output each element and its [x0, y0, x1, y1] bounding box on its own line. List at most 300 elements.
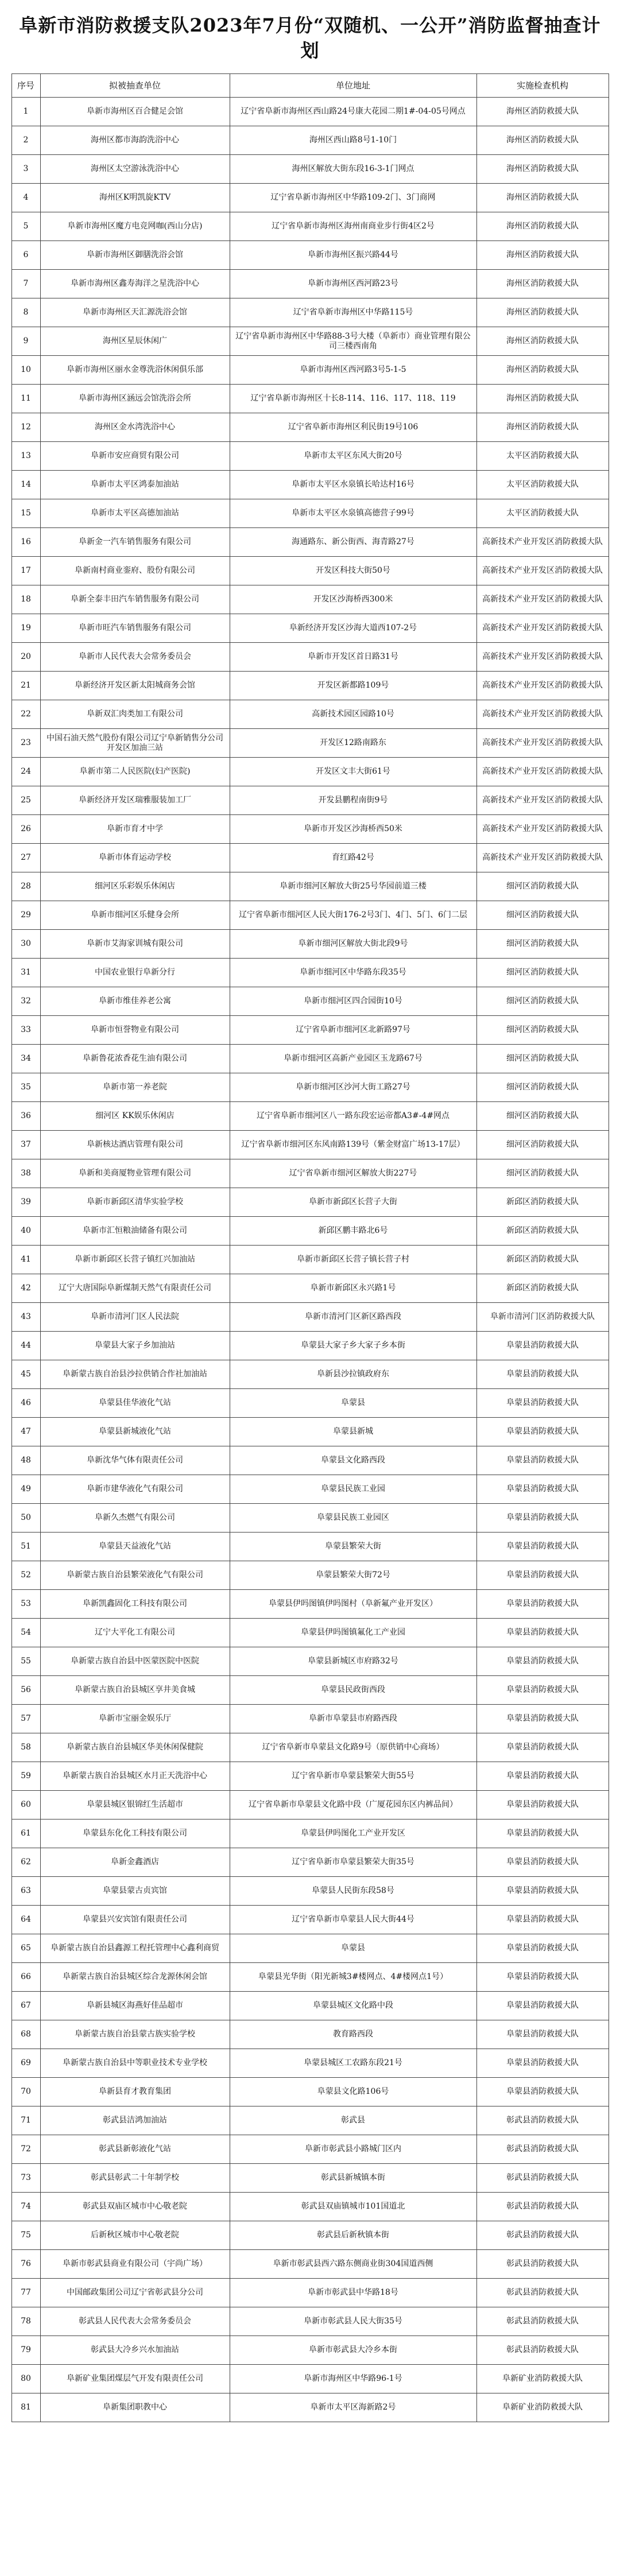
table-row — [11, 1906, 609, 1934]
table-row — [11, 1102, 609, 1131]
cell-unit-name: 阜新凯鑫固化工科技有限公司 — [40, 1590, 230, 1619]
table-row — [11, 1877, 609, 1906]
cell-unit-address: 彰武县新城镇本街 — [230, 2164, 476, 2193]
table-row — [11, 1274, 609, 1303]
table-row — [11, 471, 609, 499]
cell-inspection-agency: 海州区消防救援大队 — [476, 270, 609, 298]
cell-inspection-agency: 海州区消防救援大队 — [476, 212, 609, 241]
cell-index: 80 — [11, 2365, 40, 2393]
table-row — [11, 815, 609, 844]
cell-index: 36 — [11, 1102, 40, 1131]
table-row — [11, 2365, 609, 2393]
cell-unit-address: 阜新市清河门区新区路西段 — [230, 1303, 476, 1332]
cell-unit-name: 阜新蒙古族自治县沙拉供销合作社加油站 — [40, 1360, 230, 1389]
table-row — [11, 2250, 609, 2279]
cell-index: 9 — [11, 327, 40, 356]
cell-unit-name: 阜新蒙古族自治县城区享井美食城 — [40, 1676, 230, 1705]
table-row — [11, 1762, 609, 1791]
cell-unit-address: 高新技术园区园路10号 — [230, 700, 476, 729]
cell-index: 31 — [11, 959, 40, 987]
cell-unit-name: 阜新集团职教中心 — [40, 2393, 230, 2422]
cell-unit-name: 阜新蒙古族自治县城区华美休闲保健院 — [40, 1733, 230, 1762]
cell-index: 30 — [11, 930, 40, 959]
page-title: 阜新市消防救援支队2023年7月份“双随机、一公开”消防监督抽查计划 — [19, 14, 601, 61]
table-row — [11, 1016, 609, 1045]
cell-index: 71 — [11, 2106, 40, 2135]
cell-index: 28 — [11, 872, 40, 901]
cell-index: 33 — [11, 1016, 40, 1045]
cell-unit-name: 阜新久杰燃气有限公司 — [40, 1504, 230, 1533]
table-row — [11, 155, 609, 184]
cell-inspection-agency: 阜蒙县消防救援大队 — [476, 1820, 609, 1848]
cell-inspection-agency: 阜蒙县消防救援大队 — [476, 2020, 609, 2049]
cell-unit-address: 阜新市太平区水泉镇高德营子99号 — [230, 499, 476, 528]
cell-unit-name: 海州区太空游泳洗浴中心 — [40, 155, 230, 184]
cell-index: 44 — [11, 1332, 40, 1360]
cell-index: 77 — [11, 2279, 40, 2307]
cell-unit-name: 阜新市旺汽车销售服务有限公司 — [40, 614, 230, 643]
header-unit-address: 单位地址 — [230, 74, 476, 98]
cell-unit-address: 阜蒙县城区工农路东段21号 — [230, 2049, 476, 2078]
cell-inspection-agency: 阜蒙县消防救援大队 — [476, 1877, 609, 1906]
cell-unit-name: 阜蒙县蒙古贞宾馆 — [40, 1877, 230, 1906]
table-row — [11, 1188, 609, 1217]
table-row — [11, 184, 609, 212]
cell-inspection-agency: 高新技术产业开发区消防救援大队 — [476, 528, 609, 557]
cell-unit-address: 阜新市彰武县小路城门区内 — [230, 2135, 476, 2164]
cell-unit-name: 阜蒙县城区银锦红生活超市 — [40, 1791, 230, 1820]
cell-unit-address: 辽宁省阜新市阜蒙县繁荣大街35号 — [230, 1848, 476, 1877]
cell-index: 54 — [11, 1619, 40, 1647]
cell-inspection-agency: 太平区消防救援大队 — [476, 442, 609, 471]
cell-unit-address: 新邱区鹏丰路北6号 — [230, 1217, 476, 1246]
table-row — [11, 2164, 609, 2193]
cell-inspection-agency: 阜蒙县消防救援大队 — [476, 1590, 609, 1619]
cell-unit-address: 海州区西山路8号1-10门 — [230, 126, 476, 155]
cell-unit-name: 阜新蒙古族自治县繁荣液化气有限公司 — [40, 1561, 230, 1590]
cell-unit-address: 阜蒙县伊吗图镇氟化工产业园 — [230, 1619, 476, 1647]
cell-index: 21 — [11, 672, 40, 700]
cell-unit-address: 阜新市细河区中华路东段35号 — [230, 959, 476, 987]
cell-inspection-agency: 海州区消防救援大队 — [476, 298, 609, 327]
cell-unit-name: 阜新蒙古族自治县鑫源工程托管理中心鑫利商贸 — [40, 1934, 230, 1963]
cell-unit-address: 阜蒙县伊吗图化工产业开发区 — [230, 1820, 476, 1848]
cell-unit-address: 阜新经济开发区沙海大道西107-2号 — [230, 614, 476, 643]
cell-index: 7 — [11, 270, 40, 298]
cell-unit-address: 阜新市太平区水泉镇长哈达村16号 — [230, 471, 476, 499]
table-row — [11, 614, 609, 643]
cell-unit-address: 彰武县后新秋镇本街 — [230, 2221, 476, 2250]
cell-index: 23 — [11, 729, 40, 758]
table-row — [11, 1533, 609, 1561]
cell-inspection-agency: 彰武县消防救援大队 — [476, 2135, 609, 2164]
table-row — [11, 872, 609, 901]
cell-unit-address: 阜新市细河区解放大街北段9号 — [230, 930, 476, 959]
table-row — [11, 585, 609, 614]
cell-inspection-agency: 彰武县消防救援大队 — [476, 2250, 609, 2279]
cell-unit-name: 细河区 KK娱乐休闲店 — [40, 1102, 230, 1131]
cell-unit-address: 开发区12路南路东 — [230, 729, 476, 758]
cell-unit-name: 阜新市维佳养老公寓 — [40, 987, 230, 1016]
cell-index: 19 — [11, 614, 40, 643]
cell-index: 79 — [11, 2336, 40, 2365]
cell-index: 35 — [11, 1073, 40, 1102]
cell-inspection-agency: 海州区消防救援大队 — [476, 356, 609, 385]
cell-unit-address: 彰武县双庙镇城市101国道北 — [230, 2193, 476, 2221]
table-row — [11, 2279, 609, 2307]
header-inspection-agency: 实施检查机构 — [476, 74, 609, 98]
table-row — [11, 672, 609, 700]
cell-index: 12 — [11, 413, 40, 442]
cell-inspection-agency: 细河区消防救援大队 — [476, 1073, 609, 1102]
cell-inspection-agency: 阜新矿业消防救援大队 — [476, 2393, 609, 2422]
cell-unit-name: 阜新市彰武县商业有限公司（宇尚广场） — [40, 2250, 230, 2279]
table-row — [11, 298, 609, 327]
cell-index: 15 — [11, 499, 40, 528]
cell-inspection-agency: 阜蒙县消防救援大队 — [476, 1963, 609, 1992]
table-row — [11, 2135, 609, 2164]
cell-unit-address: 阜蒙县人民街东段58号 — [230, 1877, 476, 1906]
cell-unit-name: 阜新市宝丽金娱乐厅 — [40, 1705, 230, 1733]
cell-index: 17 — [11, 557, 40, 585]
cell-index: 5 — [11, 212, 40, 241]
cell-unit-name: 辽宁大平化工有限公司 — [40, 1619, 230, 1647]
cell-unit-address: 海通路东、新公街西、海青路27号 — [230, 528, 476, 557]
table-row — [11, 987, 609, 1016]
cell-index: 16 — [11, 528, 40, 557]
cell-index: 27 — [11, 844, 40, 872]
cell-unit-name: 阜蒙县东化化工科技有限公司 — [40, 1820, 230, 1848]
cell-unit-address: 阜蒙县文化路西段 — [230, 1446, 476, 1475]
cell-unit-name: 阜新市清河门区人民法院 — [40, 1303, 230, 1332]
table-row — [11, 1446, 609, 1475]
cell-unit-address: 阜蒙县 — [230, 1389, 476, 1418]
cell-unit-address: 辽宁省阜新市海州区中华路109-2门、3门商网 — [230, 184, 476, 212]
cell-index: 78 — [11, 2307, 40, 2336]
cell-inspection-agency: 高新技术产业开发区消防救援大队 — [476, 614, 609, 643]
table-row — [11, 1791, 609, 1820]
cell-index: 2 — [11, 126, 40, 155]
cell-index: 13 — [11, 442, 40, 471]
cell-index: 42 — [11, 1274, 40, 1303]
cell-unit-address: 辽宁省阜新市阜蒙县文化路9号（原供销中心商场） — [230, 1733, 476, 1762]
table-row — [11, 126, 609, 155]
table-row — [11, 2336, 609, 2365]
cell-inspection-agency: 阜蒙县消防救援大队 — [476, 2049, 609, 2078]
cell-unit-address: 阜蒙县民族工业园区 — [230, 1504, 476, 1533]
cell-unit-address: 开发区科技大街50号 — [230, 557, 476, 585]
cell-inspection-agency: 海州区消防救援大队 — [476, 413, 609, 442]
cell-inspection-agency: 太平区消防救援大队 — [476, 499, 609, 528]
cell-unit-name: 后新秋区城市中心敬老院 — [40, 2221, 230, 2250]
table-row — [11, 557, 609, 585]
table-row — [11, 327, 609, 356]
cell-inspection-agency: 高新技术产业开发区消防救援大队 — [476, 758, 609, 786]
cell-unit-address: 阜新市新邱区永兴路1号 — [230, 1274, 476, 1303]
cell-inspection-agency: 新邱区消防救援大队 — [476, 1274, 609, 1303]
cell-inspection-agency: 细河区消防救援大队 — [476, 1102, 609, 1131]
cell-unit-name: 细河区乐彩娱乐休闲店 — [40, 872, 230, 901]
cell-inspection-agency: 细河区消防救援大队 — [476, 1159, 609, 1188]
table-row — [11, 1303, 609, 1332]
cell-inspection-agency: 海州区消防救援大队 — [476, 184, 609, 212]
cell-unit-address: 辽宁省阜新市海州区西山路24号康大花园二期1#-04-05号网点 — [230, 98, 476, 126]
cell-unit-name: 阜新金一汽车销售服务有限公司 — [40, 528, 230, 557]
cell-unit-address: 开发区文丰大街61号 — [230, 758, 476, 786]
cell-inspection-agency: 新邱区消防救援大队 — [476, 1246, 609, 1274]
cell-unit-name: 阜新市海州区天汇源洗浴会馆 — [40, 298, 230, 327]
cell-inspection-agency: 细河区消防救援大队 — [476, 901, 609, 930]
table-row — [11, 1159, 609, 1188]
cell-unit-address: 阜蒙县城区文化路中段 — [230, 1992, 476, 2020]
table-row — [11, 1820, 609, 1848]
cell-index: 67 — [11, 1992, 40, 2020]
table-row — [11, 499, 609, 528]
cell-unit-address: 阜新市彰武县人民大街35号 — [230, 2307, 476, 2336]
cell-index: 24 — [11, 758, 40, 786]
cell-unit-address: 阜新市阜蒙县市府路西段 — [230, 1705, 476, 1733]
cell-inspection-agency: 彰武县消防救援大队 — [476, 2279, 609, 2307]
table-row — [11, 356, 609, 385]
table-row — [11, 1131, 609, 1159]
cell-inspection-agency: 阜蒙县消防救援大队 — [476, 1676, 609, 1705]
cell-unit-address: 阜新市彰武县西六路东侧商业街304国道西侧 — [230, 2250, 476, 2279]
cell-inspection-agency: 太平区消防救援大队 — [476, 471, 609, 499]
cell-index: 8 — [11, 298, 40, 327]
cell-unit-address: 辽宁省阜新市细河区人民大街176-2号3门、4门、5门、6门二层 — [230, 901, 476, 930]
cell-unit-address: 辽宁省阜新市海州区海州南商业步行街4区2号 — [230, 212, 476, 241]
cell-unit-address: 阜新市细河区四合园街10号 — [230, 987, 476, 1016]
cell-inspection-agency: 阜蒙县消防救援大队 — [476, 2078, 609, 2106]
cell-unit-name: 阜新双汇肉类加工有限公司 — [40, 700, 230, 729]
cell-unit-address: 阜新市开发区首日路31号 — [230, 643, 476, 672]
cell-unit-name: 阜新市体育运动学校 — [40, 844, 230, 872]
cell-unit-name: 阜新矿业集团煤层气开发有限责任公司 — [40, 2365, 230, 2393]
cell-unit-name: 彰武县新彰液化气站 — [40, 2135, 230, 2164]
cell-unit-name: 海州区都市海韵洗浴中心 — [40, 126, 230, 155]
cell-inspection-agency: 高新技术产业开发区消防救援大队 — [476, 585, 609, 614]
cell-unit-name: 阜新鲁花浓香花生油有限公司 — [40, 1045, 230, 1073]
cell-unit-name: 彰武县彰武二十年制学校 — [40, 2164, 230, 2193]
cell-unit-name: 阜新市海州区丽水金尊洗浴休闲俱乐部 — [40, 356, 230, 385]
cell-index: 26 — [11, 815, 40, 844]
cell-unit-name: 阜新市新邱区长营子镇红兴加油站 — [40, 1246, 230, 1274]
cell-unit-address: 开发区沙海桥西300米 — [230, 585, 476, 614]
cell-unit-name: 海州区K明凯旋KTV — [40, 184, 230, 212]
table-row — [11, 385, 609, 413]
cell-index: 39 — [11, 1188, 40, 1217]
table-row — [11, 959, 609, 987]
cell-unit-address: 阜新市海州区西河路23号 — [230, 270, 476, 298]
table-row — [11, 1676, 609, 1705]
table-row — [11, 786, 609, 815]
table-row — [11, 1992, 609, 2020]
cell-unit-name: 阜新市安应商贸有限公司 — [40, 442, 230, 471]
cell-unit-address: 阜蒙县繁荣大街 — [230, 1533, 476, 1561]
cell-inspection-agency: 高新技术产业开发区消防救援大队 — [476, 700, 609, 729]
cell-index: 50 — [11, 1504, 40, 1533]
table-row — [11, 442, 609, 471]
cell-unit-name: 阜新市人民代表大会常务委员会 — [40, 643, 230, 672]
table-row — [11, 1045, 609, 1073]
cell-unit-address: 阜蒙县民族工业园 — [230, 1475, 476, 1504]
cell-unit-name: 阜新经济开发区瑞雅服装加工厂 — [40, 786, 230, 815]
cell-index: 64 — [11, 1906, 40, 1934]
cell-index: 52 — [11, 1561, 40, 1590]
cell-unit-name: 彰武县大冷乡兴水加油站 — [40, 2336, 230, 2365]
table-row — [11, 1217, 609, 1246]
cell-inspection-agency: 阜蒙县消防救援大队 — [476, 1533, 609, 1561]
cell-index: 3 — [11, 155, 40, 184]
cell-inspection-agency: 阜蒙县消防救援大队 — [476, 1791, 609, 1820]
cell-unit-name: 阜蒙县大家子乡加油站 — [40, 1332, 230, 1360]
cell-unit-name: 阜新市恒誉物业有限公司 — [40, 1016, 230, 1045]
cell-unit-name: 阜新市海州区魔方电竞网咖(西山分店) — [40, 212, 230, 241]
cell-unit-address: 辽宁省阜新市海州区利民街19号106 — [230, 413, 476, 442]
cell-inspection-agency: 阜蒙县消防救援大队 — [476, 1561, 609, 1590]
cell-unit-name: 中国农业银行阜新分行 — [40, 959, 230, 987]
cell-unit-name: 阜新市育才中学 — [40, 815, 230, 844]
cell-inspection-agency: 阜蒙县消防救援大队 — [476, 1762, 609, 1791]
cell-unit-address: 辽宁省阜新市细河区东风南路139号（紫金财富广场13-17层） — [230, 1131, 476, 1159]
table-row — [11, 1848, 609, 1877]
cell-inspection-agency: 海州区消防救援大队 — [476, 241, 609, 270]
table-row — [11, 1073, 609, 1102]
cell-index: 4 — [11, 184, 40, 212]
table-row — [11, 1934, 609, 1963]
table-row — [11, 729, 609, 758]
cell-inspection-agency: 高新技术产业开发区消防救援大队 — [476, 815, 609, 844]
cell-unit-address: 阜蒙县 — [230, 1934, 476, 1963]
cell-unit-address: 阜新市细河区沙河大街工路27号 — [230, 1073, 476, 1102]
cell-index: 53 — [11, 1590, 40, 1619]
cell-unit-name: 阜新市新邱区清华实验学校 — [40, 1188, 230, 1217]
cell-unit-address: 海州区解放大街东段16-3-1门网点 — [230, 155, 476, 184]
cell-index: 37 — [11, 1131, 40, 1159]
cell-index: 14 — [11, 471, 40, 499]
cell-unit-address: 辽宁省阜新市海州区十长8-114、116、117、118、119 — [230, 385, 476, 413]
table-row — [11, 212, 609, 241]
cell-index: 51 — [11, 1533, 40, 1561]
cell-index: 45 — [11, 1360, 40, 1389]
table-row — [11, 1590, 609, 1619]
cell-index: 49 — [11, 1475, 40, 1504]
cell-unit-name: 阜新市海州区百合健足会馆 — [40, 98, 230, 126]
cell-unit-address: 辽宁省阜新市海州区中华路88-3号大楼（阜新市）商业管理有限公司三楼西南角 — [230, 327, 476, 356]
cell-inspection-agency: 阜蒙县消防救援大队 — [476, 1647, 609, 1676]
cell-inspection-agency: 彰武县消防救援大队 — [476, 2193, 609, 2221]
cell-index: 59 — [11, 1762, 40, 1791]
cell-unit-name: 阜新县城区海燕好佳品超市 — [40, 1992, 230, 2020]
cell-unit-name: 阜蒙县兴安宾馆有限责任公司 — [40, 1906, 230, 1934]
cell-unit-address: 阜蒙县新城区市府路32号 — [230, 1647, 476, 1676]
cell-unit-name: 阜新金鑫酒店 — [40, 1848, 230, 1877]
cell-unit-address: 辽宁省阜新市阜蒙县文化路中段（广厦花园东区内裤品间） — [230, 1791, 476, 1820]
cell-inspection-agency: 细河区消防救援大队 — [476, 872, 609, 901]
cell-unit-address: 教育路西段 — [230, 2020, 476, 2049]
cell-unit-name: 阜新南村商业銮府、股份有限公司 — [40, 557, 230, 585]
cell-unit-address: 阜新市细河区高新产业园区玉龙路67号 — [230, 1045, 476, 1073]
cell-inspection-agency: 细河区消防救援大队 — [476, 930, 609, 959]
cell-unit-name: 阜新县育才教育集团 — [40, 2078, 230, 2106]
table-row — [11, 643, 609, 672]
cell-unit-name: 阜蒙县佳华液化气站 — [40, 1389, 230, 1418]
cell-inspection-agency: 阜蒙县消防救援大队 — [476, 1360, 609, 1389]
cell-inspection-agency: 海州区消防救援大队 — [476, 126, 609, 155]
cell-index: 76 — [11, 2250, 40, 2279]
cell-inspection-agency: 细河区消防救援大队 — [476, 1045, 609, 1073]
cell-index: 6 — [11, 241, 40, 270]
cell-unit-address: 彰武县 — [230, 2106, 476, 2135]
cell-index: 75 — [11, 2221, 40, 2250]
cell-index: 73 — [11, 2164, 40, 2193]
table-header-row — [11, 74, 609, 98]
table-row — [11, 241, 609, 270]
cell-unit-address: 阜新市细河区解放大街25号华园前道三楼 — [230, 872, 476, 901]
cell-index: 63 — [11, 1877, 40, 1906]
table-row — [11, 2078, 609, 2106]
cell-inspection-agency: 彰武县消防救援大队 — [476, 2336, 609, 2365]
inspection-plan-table — [11, 73, 609, 2422]
cell-index: 69 — [11, 2049, 40, 2078]
cell-index: 40 — [11, 1217, 40, 1246]
cell-unit-address: 阜蒙县文化路106号 — [230, 2078, 476, 2106]
cell-inspection-agency: 高新技术产业开发区消防救援大队 — [476, 844, 609, 872]
table-row — [11, 930, 609, 959]
cell-inspection-agency: 细河区消防救援大队 — [476, 959, 609, 987]
cell-index: 32 — [11, 987, 40, 1016]
cell-inspection-agency: 阜蒙县消防救援大队 — [476, 1906, 609, 1934]
cell-inspection-agency: 新邱区消防救援大队 — [476, 1217, 609, 1246]
table-row — [11, 413, 609, 442]
cell-unit-name: 阜新蒙古族自治县中等职业技术专业学校 — [40, 2049, 230, 2078]
cell-index: 48 — [11, 1446, 40, 1475]
cell-inspection-agency: 阜蒙县消防救援大队 — [476, 1705, 609, 1733]
table-row — [11, 1504, 609, 1533]
cell-unit-name: 阜新蒙古族自治县城区水月正天洗浴中心 — [40, 1762, 230, 1791]
cell-inspection-agency: 阜蒙县消防救援大队 — [476, 1389, 609, 1418]
cell-index: 65 — [11, 1934, 40, 1963]
table-row — [11, 901, 609, 930]
table-row — [11, 700, 609, 729]
cell-inspection-agency: 彰武县消防救援大队 — [476, 2164, 609, 2193]
cell-index: 68 — [11, 2020, 40, 2049]
cell-unit-address: 阜蒙县民政街西段 — [230, 1676, 476, 1705]
table-row — [11, 1619, 609, 1647]
cell-unit-name: 海州区金水湾洗浴中心 — [40, 413, 230, 442]
cell-index: 22 — [11, 700, 40, 729]
cell-inspection-agency: 阜新矿业消防救援大队 — [476, 2365, 609, 2393]
cell-unit-name: 阜新市艾海家训城有限公司 — [40, 930, 230, 959]
table-row — [11, 844, 609, 872]
cell-unit-address: 辽宁省阜新市细河区八一路东段宏运帝都A3#-4#网点 — [230, 1102, 476, 1131]
cell-index: 66 — [11, 1963, 40, 1992]
cell-index: 55 — [11, 1647, 40, 1676]
cell-unit-name: 阜新市太平区高德加油站 — [40, 499, 230, 528]
cell-unit-name: 辽宁大唐国际阜新煤制天然气有限责任公司 — [40, 1274, 230, 1303]
cell-inspection-agency: 海州区消防救援大队 — [476, 155, 609, 184]
cell-unit-name: 阜新市海州区涵远会馆洗浴会所 — [40, 385, 230, 413]
table-row — [11, 1705, 609, 1733]
cell-index: 29 — [11, 901, 40, 930]
cell-unit-address: 阜新市开发区沙海桥西50米 — [230, 815, 476, 844]
table-row — [11, 2307, 609, 2336]
cell-unit-name: 阜新蒙古族自治县中医蒙医院中医院 — [40, 1647, 230, 1676]
table-row — [11, 758, 609, 786]
table-row — [11, 1389, 609, 1418]
cell-unit-address: 辽宁省阜新市海州区中华路115号 — [230, 298, 476, 327]
cell-inspection-agency: 新邱区消防救援大队 — [476, 1188, 609, 1217]
